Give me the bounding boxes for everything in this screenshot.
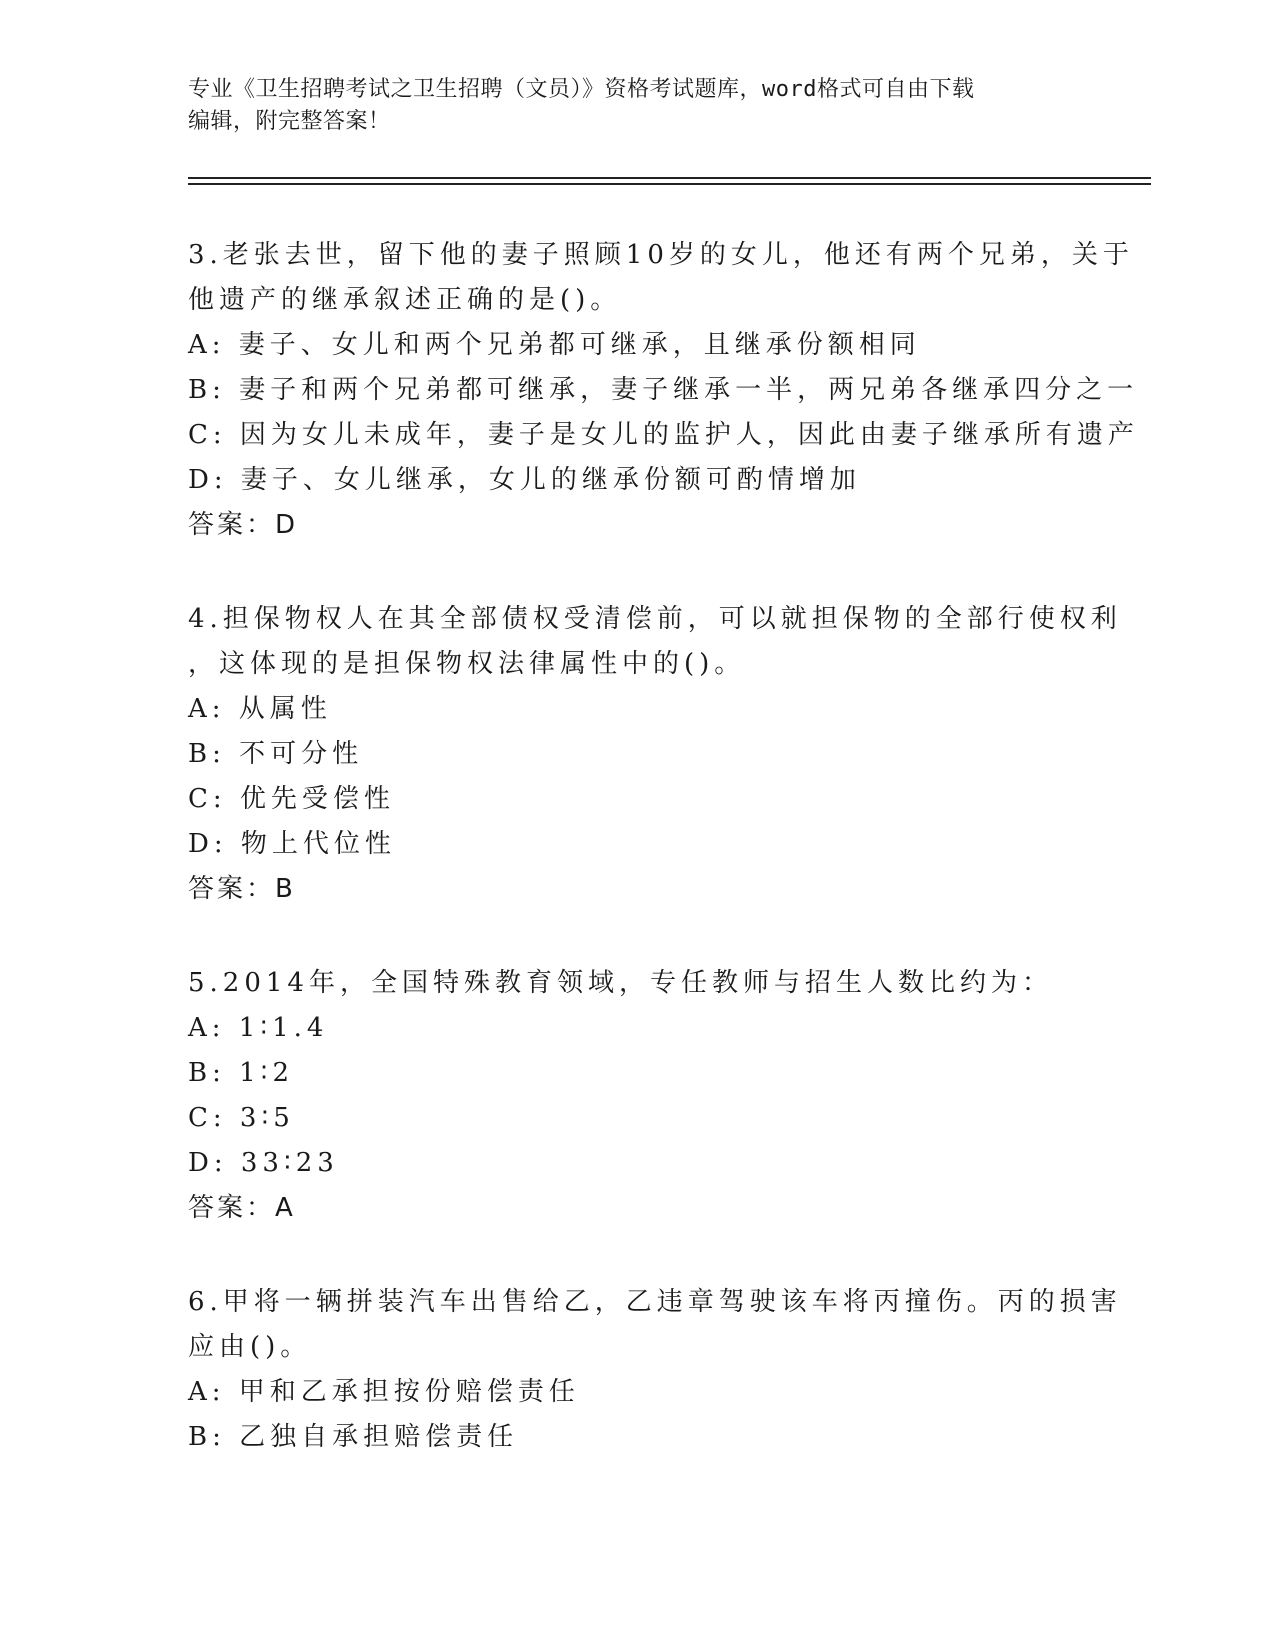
option-d: D: 33∶23: [188, 1148, 339, 1178]
answer-label: 答案：B: [188, 874, 296, 904]
answer-label: 答案：D: [188, 510, 299, 540]
option-b: B: 不可分性: [188, 739, 364, 769]
question-5: [188, 961, 1088, 1231]
document-header: [188, 74, 1068, 138]
header-divider-bottom: [188, 183, 1151, 185]
answer-label: 答案：A: [188, 1193, 296, 1223]
question-stem-line: 4.担保物权人在其全部债权受清偿前，可以就担保物的全部行使权利: [188, 604, 1122, 634]
option-a: A: 甲和乙承担按份赔偿责任: [188, 1377, 580, 1407]
option-c: C: 3∶5: [188, 1103, 295, 1133]
question-list: [188, 233, 1139, 1509]
header-line-2: 编辑，附完整答案！: [188, 109, 391, 134]
question-4: [188, 597, 1122, 912]
question-stem-line: 3.老张去世，留下他的妻子照顾10岁的女儿，他还有两个兄弟，关于: [188, 240, 1134, 270]
option-d: D: 物上代位性: [188, 829, 396, 859]
option-b: B: 妻子和两个兄弟都可继承，妻子继承一半，两兄弟各继承四分之一: [188, 375, 1139, 405]
question-6: [188, 1280, 1122, 1460]
option-a: A: 妻子、女儿和两个兄弟都可继承，且继承份额相同: [188, 330, 921, 360]
question-stem-line: 他遗产的继承叙述正确的是()。: [188, 285, 622, 315]
header-line-1: 专业《卫生招聘考试之卫生招聘（文员）》资格考试题库，word格式可自由下载: [188, 77, 975, 102]
question-stem-line: ，这体现的是担保物权法律属性中的()。: [188, 649, 746, 679]
header-divider-top: [188, 177, 1151, 179]
option-b: B: 1∶2: [188, 1058, 294, 1088]
option-a: A: 1∶1.4: [188, 1013, 329, 1043]
question-stem-line: 应由()。: [188, 1332, 312, 1362]
question-stem-line: 6.甲将一辆拼装汽车出售给乙，乙违章驾驶该车将丙撞伤。丙的损害: [188, 1287, 1122, 1317]
question-stem-line: 5.2014年，全国特殊教育领域，专任教师与招生人数比约为：: [188, 968, 1053, 998]
option-d: D: 妻子、女儿继承，女儿的继承份额可酌情增加: [188, 465, 861, 495]
option-c: C: 因为女儿未成年，妻子是女儿的监护人，因此由妻子继承所有遗产: [188, 420, 1139, 450]
option-c: C: 优先受偿性: [188, 784, 395, 814]
question-3: [188, 233, 1139, 548]
option-a: A: 从属性: [188, 694, 332, 724]
option-b: B: 乙独自承担赔偿责任: [188, 1422, 519, 1452]
